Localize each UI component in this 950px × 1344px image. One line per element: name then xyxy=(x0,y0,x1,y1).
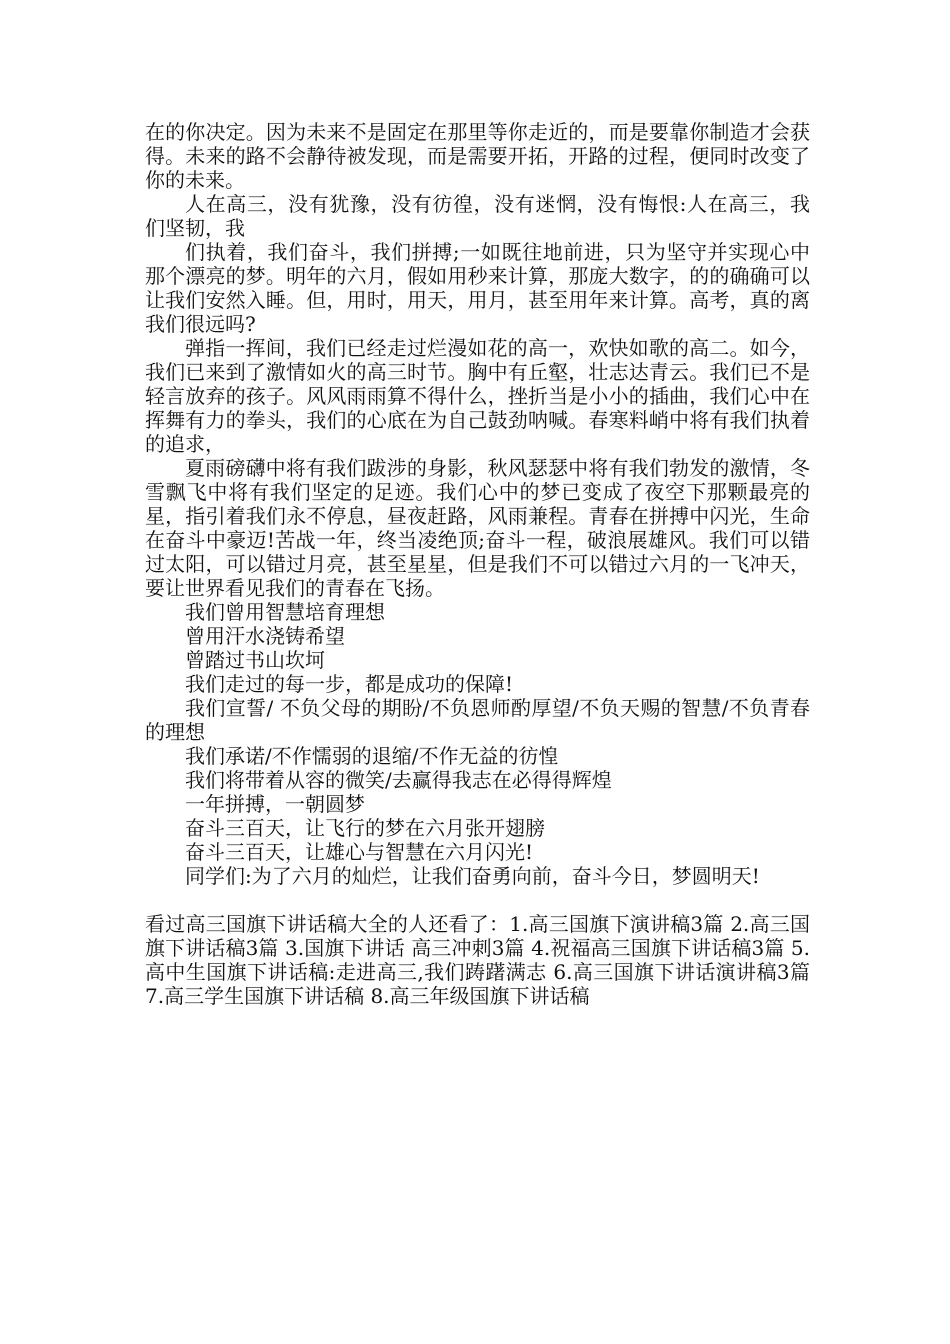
poem-line-1: 我们曾用智慧培育理想 xyxy=(185,600,385,624)
paragraph-4: 弹指一挥间，我们已经走过烂漫如花的高一，欢快如歌的高二。如今，我们已来到了激情如火的高三时节。胸中有丘壑，壮志达青云。我们已不是轻言放弃的孩子。风风雨雨算不得什么，挫折当是小小的插曲，我们心中在挥舞有力的拳头，我们的心底在为自己鼓劲呐喊。春寒料峭中将有我们执着的追求， xyxy=(145,336,810,456)
paragraph-5: 夏雨磅礴中将有我们跋涉的身影，秋风瑟瑟中将有我们勃发的激情，冬雪飘飞中将有我们坚定的足迹。我们心中的梦已变成了夜空下那颗最亮的星，指引着我们永不停息，昼夜赶路，风雨兼程。青春在拼搏中闪光，生命在奋斗中豪迈!苦战一年，终当凌绝顶;奋斗一程，破浪展雄风。我们可以错过太阳，可以错过月亮，甚至星星，但是我们不可以错过六月的一飞冲天，要让世界看见我们的青春在飞扬。 xyxy=(145,456,810,600)
poem-line-2: 曾用汗水浇铸希望 xyxy=(185,624,345,648)
poem-line-8: 一年拼搏，一朝圆梦 xyxy=(185,792,365,816)
document-page xyxy=(145,120,810,1008)
paragraph-3: 们执着，我们奋斗，我们拼搏;一如既往地前进，只为坚守并实现心中那个漂亮的梦。明年的六月，假如用秒来计算，那庞大数字，的的确确可以让我们安然入睡。但，用时，用天，用月，甚至用年来计算。高考，真的离我们很远吗? xyxy=(145,240,810,336)
closing-paragraph: 同学们:为了六月的灿烂，让我们奋勇向前，奋斗今日，梦圆明天! xyxy=(185,864,760,888)
poem-line-4: 我们走过的每一步，都是成功的保障! xyxy=(185,672,514,696)
paragraph-1: 在的你决定。因为未来不是固定在那里等你走近的，而是要靠你制造才会获得。未来的路不会静待被发现，而是需要开拓，开路的过程，便同时改变了你的未来。 xyxy=(145,120,810,192)
poem-line-3: 曾踏过书山坎坷 xyxy=(185,648,325,672)
related-articles: 看过高三国旗下讲话稿大全的人还看了：1.高三国旗下演讲稿3篇 2.高三国旗下讲话稿3篇 3.国旗下讲话 高三冲刺3篇 4.祝福高三国旗下讲话稿3篇 5.高中生国旗下讲话稿:走进高三,我们踌躇满志 6.高三国旗下讲话演讲稿3篇 7.高三学生国旗下讲话稿 8.高三年级国旗下讲话稿 xyxy=(145,912,810,1008)
poem-line-6: 我们承诺/不作懦弱的退缩/不作无益的彷惶 xyxy=(185,744,559,768)
poem-line-7: 我们将带着从容的微笑/去赢得我志在必得得辉煌 xyxy=(185,768,612,792)
paragraph-gap xyxy=(145,888,810,912)
paragraph-2: 人在高三，没有犹豫，没有彷徨，没有迷惘，没有悔恨:人在高三，我们坚韧，我 xyxy=(145,192,810,240)
poem-line-9: 奋斗三百天，让飞行的梦在六月张开翅膀 xyxy=(185,816,545,840)
poem-line-10: 奋斗三百天，让雄心与智慧在六月闪光! xyxy=(185,840,534,864)
poem-line-5: 我们宣誓/ 不负父母的期盼/不负恩师酌厚望/不负天赐的智慧/不负青春的理想 xyxy=(145,696,810,744)
